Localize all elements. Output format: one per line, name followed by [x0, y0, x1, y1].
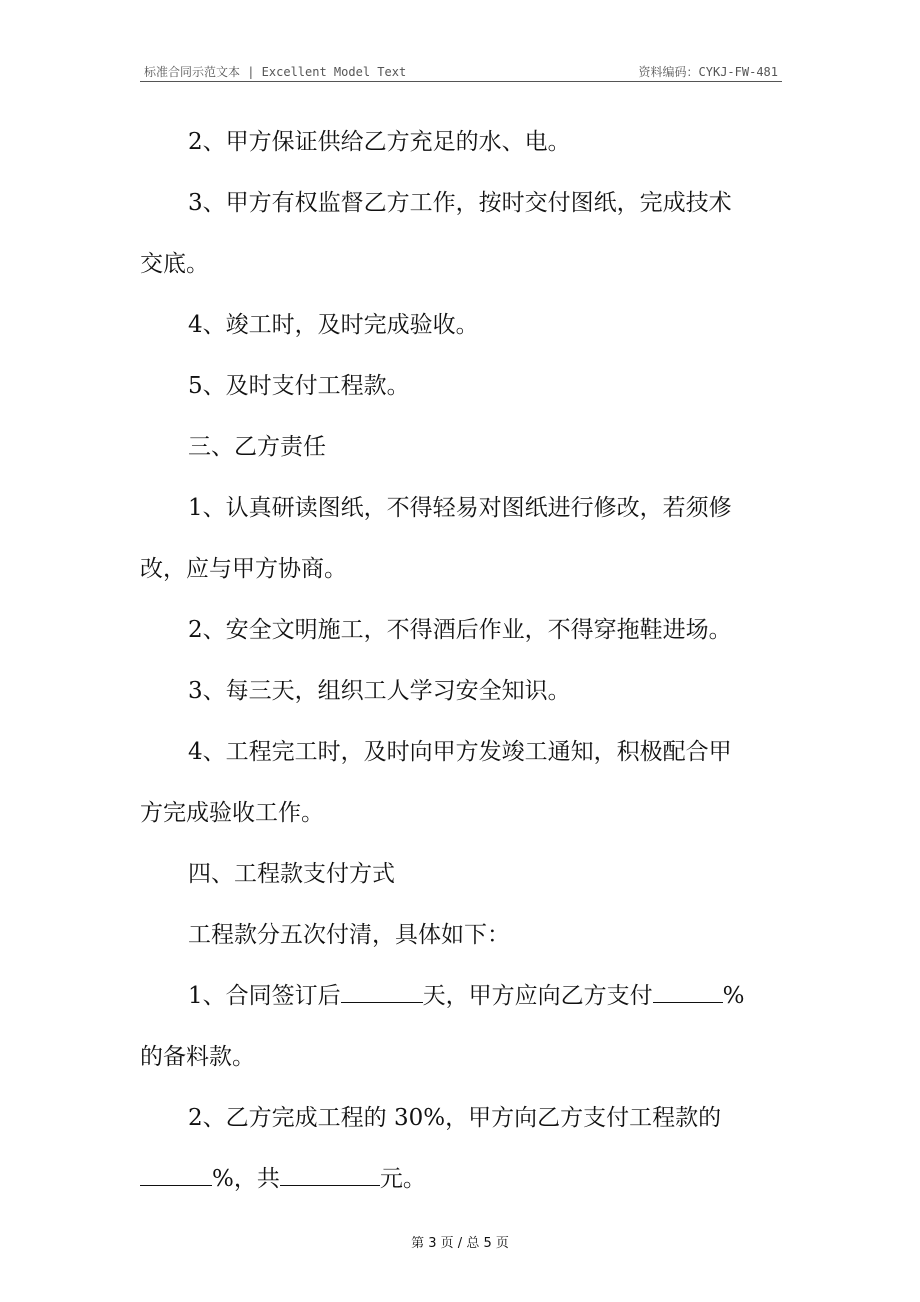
paragraph-continuation: 方完成验收工作。	[140, 800, 324, 826]
paragraph-with-blanks	[140, 1149, 780, 1210]
fill-in-blank	[140, 1165, 212, 1186]
paragraph: 2、甲方保证供给乙方充足的水、电。	[188, 129, 571, 155]
section-heading: 三、乙方责任	[188, 434, 326, 460]
fill-in-blank	[341, 982, 423, 1003]
paragraph: 3、每三天，组织工人学习安全知识。	[188, 678, 571, 704]
paragraph-text: 天，甲方应向乙方支付	[422, 983, 653, 1009]
fill-in-blank	[653, 982, 723, 1003]
document-body	[140, 112, 780, 1210]
paragraph: 5、及时支付工程款。	[188, 373, 410, 399]
paragraph-continuation: 改，应与甲方协商。	[140, 556, 347, 582]
paragraph: 2、乙方完成工程的 30%，甲方向乙方支付工程款的	[188, 1105, 722, 1131]
paragraph: 工程款分五次付清，具体如下：	[188, 922, 510, 948]
paragraph-with-blanks	[140, 966, 780, 1027]
page-header	[140, 61, 782, 82]
paragraph-text: %	[722, 983, 745, 1009]
paragraph-continuation: 交底。	[140, 251, 209, 277]
page-footer	[0, 1232, 920, 1251]
paragraph-text: 元。	[379, 1166, 426, 1192]
page-number: 第 3 页 / 总 5 页	[411, 1236, 509, 1251]
paragraph: 1、认真研读图纸，不得轻易对图纸进行修改，若须修	[188, 495, 732, 521]
section-heading: 四、工程款支付方式	[188, 861, 395, 887]
paragraph-text: %，共	[212, 1166, 280, 1192]
paragraph-continuation: 的备料款。	[140, 1044, 255, 1070]
paragraph: 3、甲方有权监督乙方工作，按时交付图纸，完成技术	[188, 190, 732, 216]
fill-in-blank	[280, 1165, 380, 1186]
header-doc-code: 资料编码：CYKJ-FW-481	[638, 65, 778, 79]
paragraph: 4、竣工时，及时完成验收。	[188, 312, 479, 338]
paragraph-text: 1、合同签订后	[188, 983, 341, 1009]
header-title: 标准合同示范文本 | Excellent Model Text	[144, 65, 407, 79]
paragraph: 2、安全文明施工，不得酒后作业，不得穿拖鞋进场。	[188, 617, 732, 643]
paragraph: 4、工程完工时，及时向甲方发竣工通知，积极配合甲	[188, 739, 732, 765]
